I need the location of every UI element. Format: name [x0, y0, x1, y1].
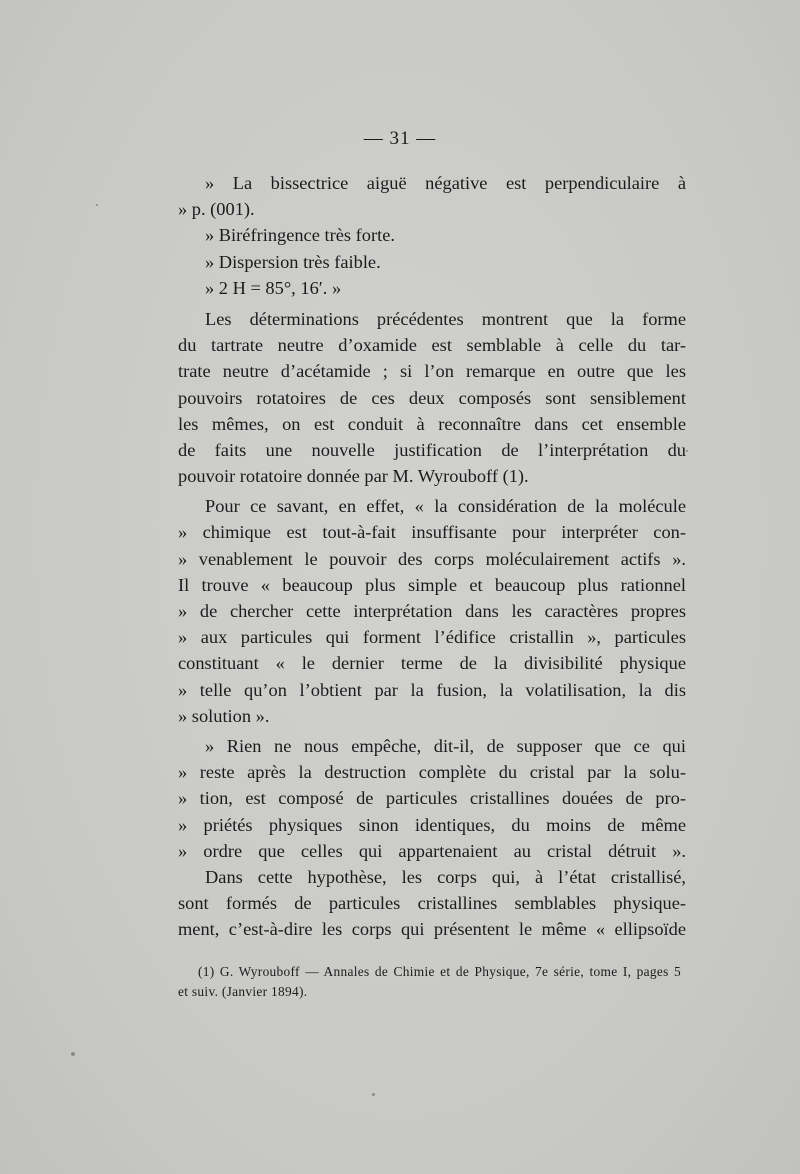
paper-speck [71, 1052, 75, 1056]
body-text [178, 170, 686, 942]
paper-speck [686, 450, 688, 452]
text-line: » p. (001). [178, 199, 255, 220]
text-line: du tartrate neutre d’oxamide est semblable à celle du tar- [178, 335, 686, 356]
text-line: » Rien ne nous empêche, dit-il, de supposer que ce qui [205, 735, 686, 756]
text-line: » Biréfringence très forte. [205, 225, 395, 246]
text-line: » telle qu’on l’obtient par la fusion, la volatilisation, la dis [178, 679, 686, 700]
footnote [178, 962, 681, 1002]
text-line: Les déterminations précédentes montrent que la forme [205, 308, 686, 329]
text-line: » La bissectrice aiguë négative est perpendiculaire à [205, 173, 686, 193]
page-number: — 31 — [363, 128, 437, 149]
footnote-line: (1) G. Wyrouboff — Annales de Chimie et de Physique, 7e série, tome I, pages 5 [198, 964, 681, 979]
text-line: » reste après la destruction complète du cristal par la solu- [178, 762, 686, 783]
text-line: Pour ce savant, en effet, « la considération de la molécule [205, 496, 686, 517]
paper-speck [372, 1093, 375, 1096]
text-line: » priétés physiques sinon identiques, du moins de même [178, 814, 686, 835]
text-line: trate neutre d’acétamide ; si l’on remarque en outre que les [178, 361, 686, 382]
text-line: ment, c’est-à-dire les corps qui présentent le même « ellipsoïde [178, 919, 686, 940]
text-line: » tion, est composé de particules cristallines douées de pro- [178, 788, 686, 809]
text-line: de faits une nouvelle justification de l’interprétation du [178, 439, 686, 460]
text-line: » aux particules qui forment l’édifice cristallin », particules [178, 627, 686, 648]
text-line: » chimique est tout-à-fait insuffisante pour interpréter con- [178, 522, 686, 543]
text-line: constituant « le dernier terme de la divisibilité physique [178, 653, 686, 674]
text-line: » venablement le pouvoir des corps moléculairement actifs ». [178, 548, 686, 569]
text-line: » de chercher cette interprétation dans les caractères propres [178, 601, 686, 621]
text-line: » Dispersion très faible. [205, 251, 381, 272]
paper-speck [96, 204, 98, 206]
text-line: pouvoir rotatoire donnée par M. Wyrouboff (1). [178, 466, 529, 487]
text-line: » ordre que celles qui appartenaient au cristal détruit ». [178, 840, 686, 861]
text-line: les mêmes, on est conduit à reconnaître dans cet ensemble [178, 413, 686, 434]
text-line: sont formés de particules cristallines semblables physique- [178, 893, 686, 914]
footnote-line: et suiv. (Janvier 1894). [178, 984, 308, 999]
text-line: Il trouve « beaucoup plus simple et beaucoup plus rationnel [178, 574, 686, 595]
text-line: Dans cette hypothèse, les corps qui, à l’état cristallisé, [205, 866, 686, 887]
text-line: » solution ». [178, 705, 270, 726]
text-line: » 2 H = 85°, 16′. » [205, 277, 342, 298]
text-line: pouvoirs rotatoires de ces deux composés sont sensiblement [178, 387, 686, 408]
